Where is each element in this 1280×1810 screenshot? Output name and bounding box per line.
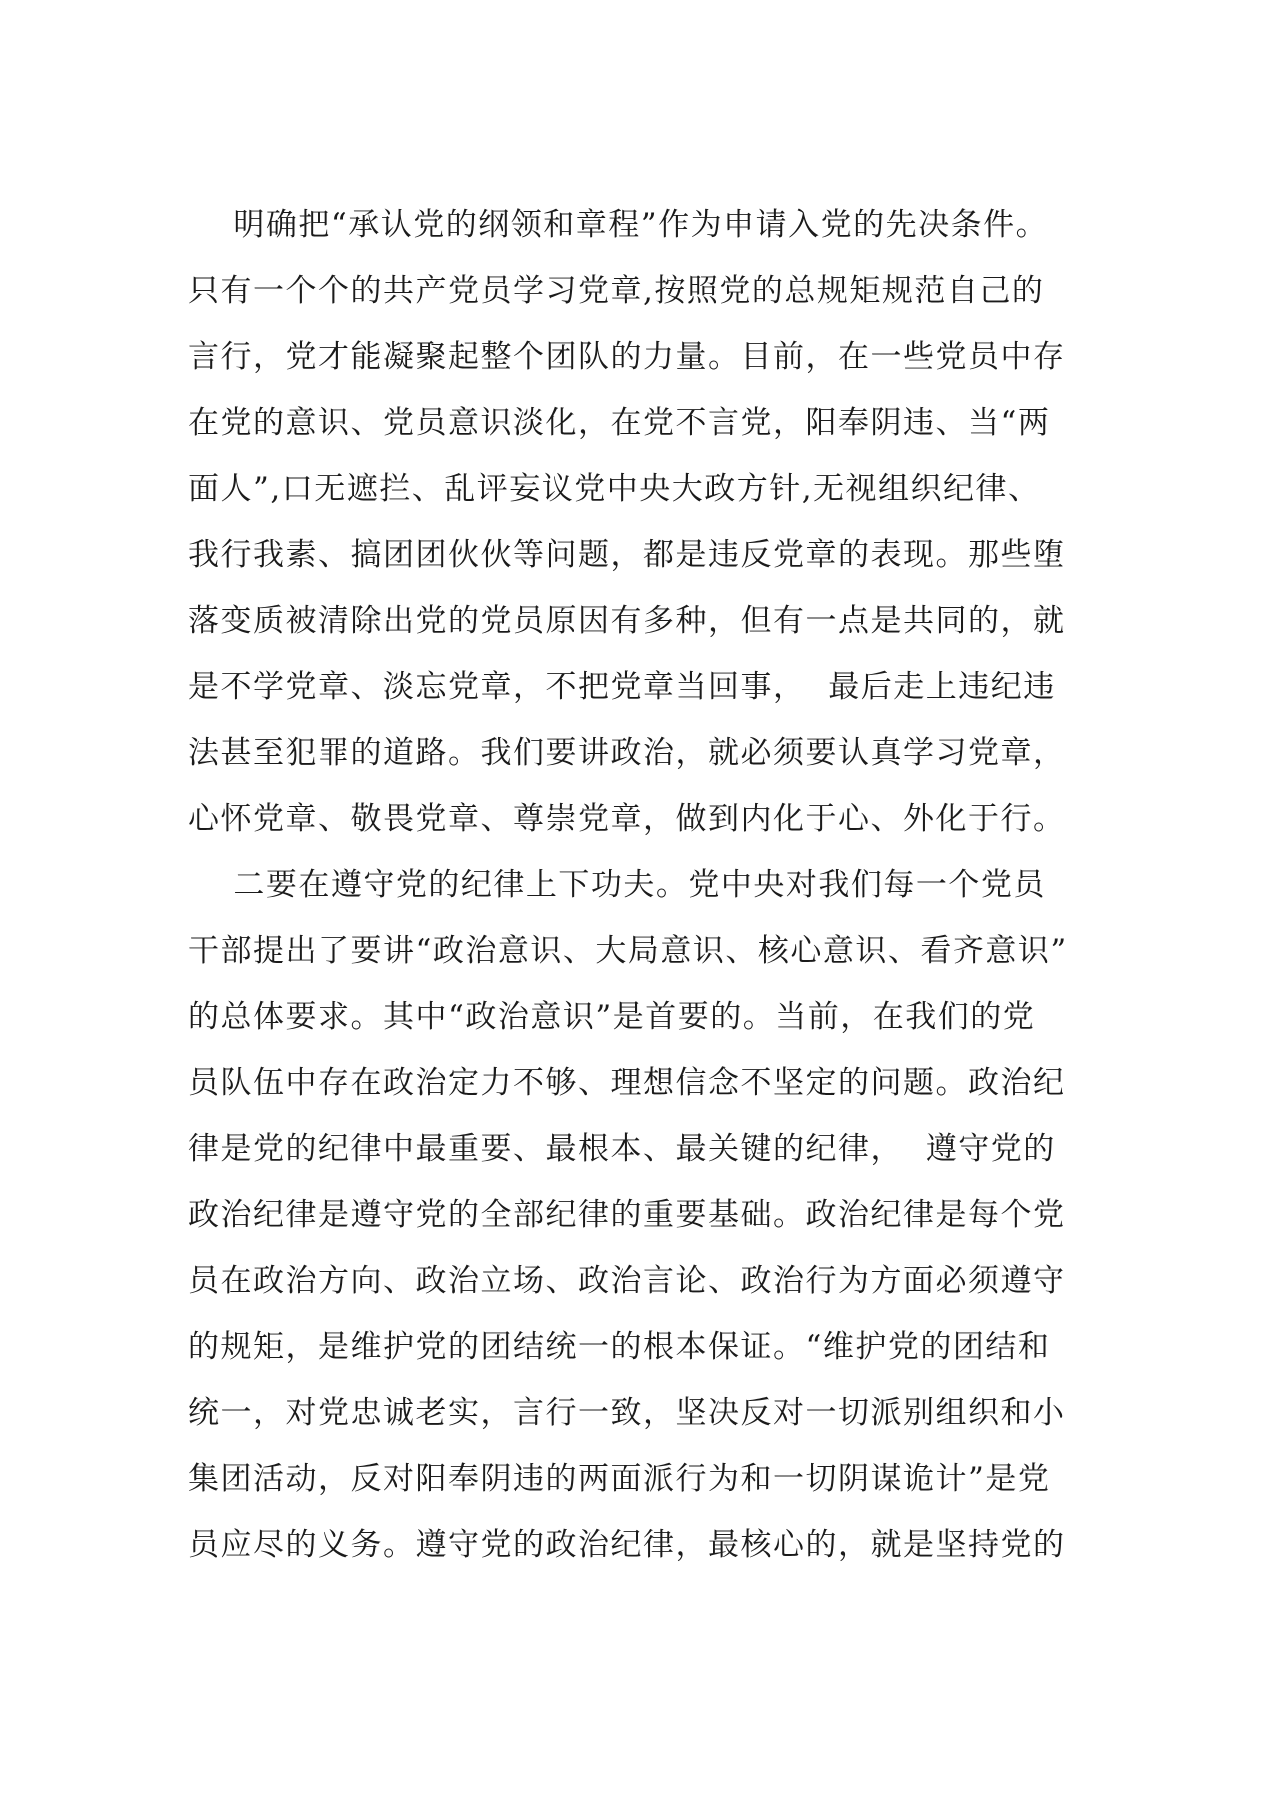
- text-line: 律是党的纪律中最重要、最根本、最关键的纪律， 遵守党的: [188, 1131, 1056, 1167]
- text-line: 只有一个个的共产党员学习党章,按照党的总规矩规范自己的: [188, 273, 1045, 309]
- text-line: 二要在遵守党的纪律上下功夫。党中央对我们每一个党员: [188, 867, 1046, 903]
- text-line: 法甚至犯罪的道路。我们要讲政治，就必须要认真学习党章，: [188, 735, 1066, 771]
- text-line: 政治纪律是遵守党的全部纪律的重要基础。政治纪律是每个党: [188, 1197, 1066, 1233]
- text-line: 统一，对党忠诚老实，言行一致，坚决反对一切派别组织和小: [188, 1395, 1066, 1431]
- text-line: 员队伍中存在政治定力不够、理想信念不坚定的问题。政治纪: [188, 1065, 1066, 1101]
- text-line: 面人”,口无遮拦、乱评妄议党中央大政方针,无视组织纪律、: [188, 471, 1041, 507]
- text-line: 落变质被清除出党的党员原因有多种，但有一点是共同的，就: [188, 603, 1066, 639]
- text-line: 干部提出了要讲“政治意识、大局意识、核心意识、看齐意识”: [188, 933, 1068, 969]
- text-line: 我行我素、搞团团伙伙等问题，都是违反党章的表现。那些堕: [188, 537, 1066, 573]
- text-line: 是不学党章、淡忘党章，不把党章当回事， 最后走上违纪违: [188, 669, 1056, 705]
- text-line: 在党的意识、党员意识淡化，在党不言党，阳奉阴违、当“两: [188, 405, 1051, 441]
- text-line: 心怀党章、敬畏党章、尊崇党章，做到内化于心、外化于行。: [188, 801, 1066, 837]
- text-line: 的规矩，是维护党的团结统一的根本保证。“维护党的团结和: [188, 1329, 1051, 1365]
- text-line: 员在政治方向、政治立场、政治言论、政治行为方面必须遵守: [188, 1263, 1066, 1299]
- text-line: 言行，党才能凝聚起整个团队的力量。目前，在一些党员中存: [188, 339, 1066, 375]
- body-text: [188, 192, 1108, 1578]
- text-line: 集团活动，反对阳奉阴违的两面派行为和一切阴谋诡计”是党: [188, 1461, 1051, 1497]
- text-line: 明确把“承认党的纲领和章程”作为申请入党的先决条件。: [188, 207, 1049, 243]
- text-line: 的总体要求。其中“政治意识”是首要的。当前，在我们的党: [188, 999, 1036, 1035]
- text-line: 员应尽的义务。遵守党的政治纪律，最核心的，就是坚持党的: [188, 1527, 1066, 1563]
